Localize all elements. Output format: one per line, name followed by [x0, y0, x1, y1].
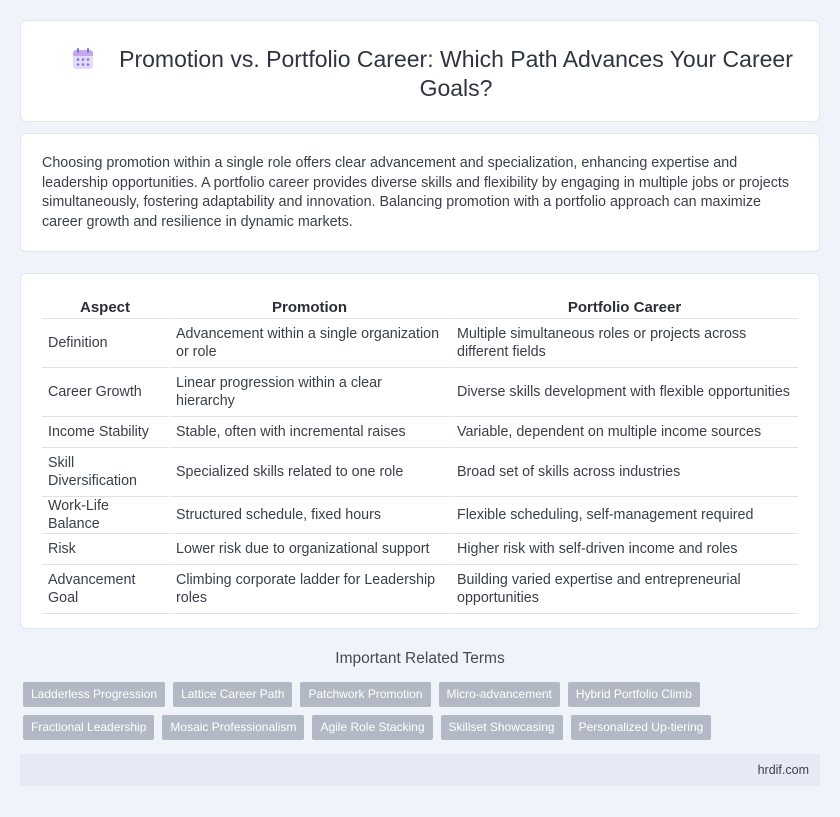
table-cell-portfolio: Building varied expertise and entrepreneurial opportunities	[451, 565, 798, 614]
tag-hybrid-portfolio-climb[interactable]: Hybrid Portfolio Climb	[568, 682, 700, 707]
table-cell-promotion: Stable, often with incremental raises	[170, 417, 451, 448]
table-row	[42, 497, 798, 534]
table-cell-aspect: Advancement Goal	[42, 565, 170, 614]
tag-agile-role-stacking[interactable]: Agile Role Stacking	[312, 715, 432, 740]
column-header-portfolio: Portfolio Career	[451, 296, 798, 319]
comparison-table	[42, 296, 798, 614]
table-row	[42, 417, 798, 448]
footer-site-link[interactable]: hrdif.com	[757, 763, 809, 777]
table-cell-aspect: Income Stability	[42, 417, 170, 448]
table-cell-portfolio: Flexible scheduling, self-management required	[451, 497, 798, 534]
tag-lattice-career-path[interactable]: Lattice Career Path	[173, 682, 292, 707]
table-cell-promotion: Lower risk due to organizational support	[170, 534, 451, 565]
table-header-row	[42, 296, 798, 319]
table-cell-portfolio: Variable, dependent on multiple income sources	[451, 417, 798, 448]
table-cell-aspect: Skill Diversification	[42, 448, 170, 497]
table-cell-portfolio: Higher risk with self-driven income and roles	[451, 534, 798, 565]
table-cell-portfolio: Broad set of skills across industries	[451, 448, 798, 497]
tag-personalized-up-tiering[interactable]: Personalized Up-tiering	[571, 715, 712, 740]
table-cell-aspect: Career Growth	[42, 368, 170, 417]
column-header-promotion: Promotion	[170, 296, 451, 319]
related-terms-title: Important Related Terms	[335, 650, 505, 667]
table-cell-aspect: Definition	[42, 319, 170, 368]
column-header-aspect: Aspect	[42, 296, 170, 319]
tag-row	[23, 715, 823, 740]
table-row	[42, 319, 798, 368]
calendar-icon	[71, 47, 95, 71]
table-cell-promotion: Specialized skills related to one role	[170, 448, 451, 497]
tag-skillset-showcasing[interactable]: Skillset Showcasing	[441, 715, 563, 740]
table-row	[42, 565, 798, 614]
table-row	[42, 368, 798, 417]
intro-text: Choosing promotion within a single role offers clear advancement and specialization, enhancing expertise and leadership opportunities. A portfolio career provides diverse skills and flexibility by engaging in multiple jobs or projects simultaneously, fostering adaptability and innovation. Balancing promotion with a portfolio approach can maximize career growth and resilience in dynamic markets.	[42, 155, 790, 230]
page-title: Promotion vs. Portfolio Career: Which Path Advances Your Career Goals?	[119, 46, 793, 101]
table-cell-promotion: Advancement within a single organization or role	[170, 319, 451, 368]
intro-card	[20, 133, 820, 252]
table-cell-portfolio: Diverse skills development with flexible opportunities	[451, 368, 798, 417]
table-row	[42, 448, 798, 497]
table-row	[42, 534, 798, 565]
table-cell-aspect: Work-Life Balance	[42, 497, 170, 534]
table-cell-promotion: Climbing corporate ladder for Leadership roles	[170, 565, 451, 614]
header-card	[20, 20, 820, 122]
related-terms-list	[23, 682, 823, 748]
tag-patchwork-promotion[interactable]: Patchwork Promotion	[300, 682, 430, 707]
tag-micro-advancement[interactable]: Micro-advancement	[439, 682, 560, 707]
table-cell-aspect: Risk	[42, 534, 170, 565]
table-cell-promotion: Linear progression within a clear hierarchy	[170, 368, 451, 417]
tag-row	[23, 682, 823, 707]
tag-ladderless-progression[interactable]: Ladderless Progression	[23, 682, 165, 707]
tag-mosaic-professionalism[interactable]: Mosaic Professionalism	[162, 715, 304, 740]
table-cell-portfolio: Multiple simultaneous roles or projects across different fields	[451, 319, 798, 368]
tag-fractional-leadership[interactable]: Fractional Leadership	[23, 715, 154, 740]
footer	[20, 754, 820, 786]
comparison-card	[20, 273, 820, 629]
table-cell-promotion: Structured schedule, fixed hours	[170, 497, 451, 534]
